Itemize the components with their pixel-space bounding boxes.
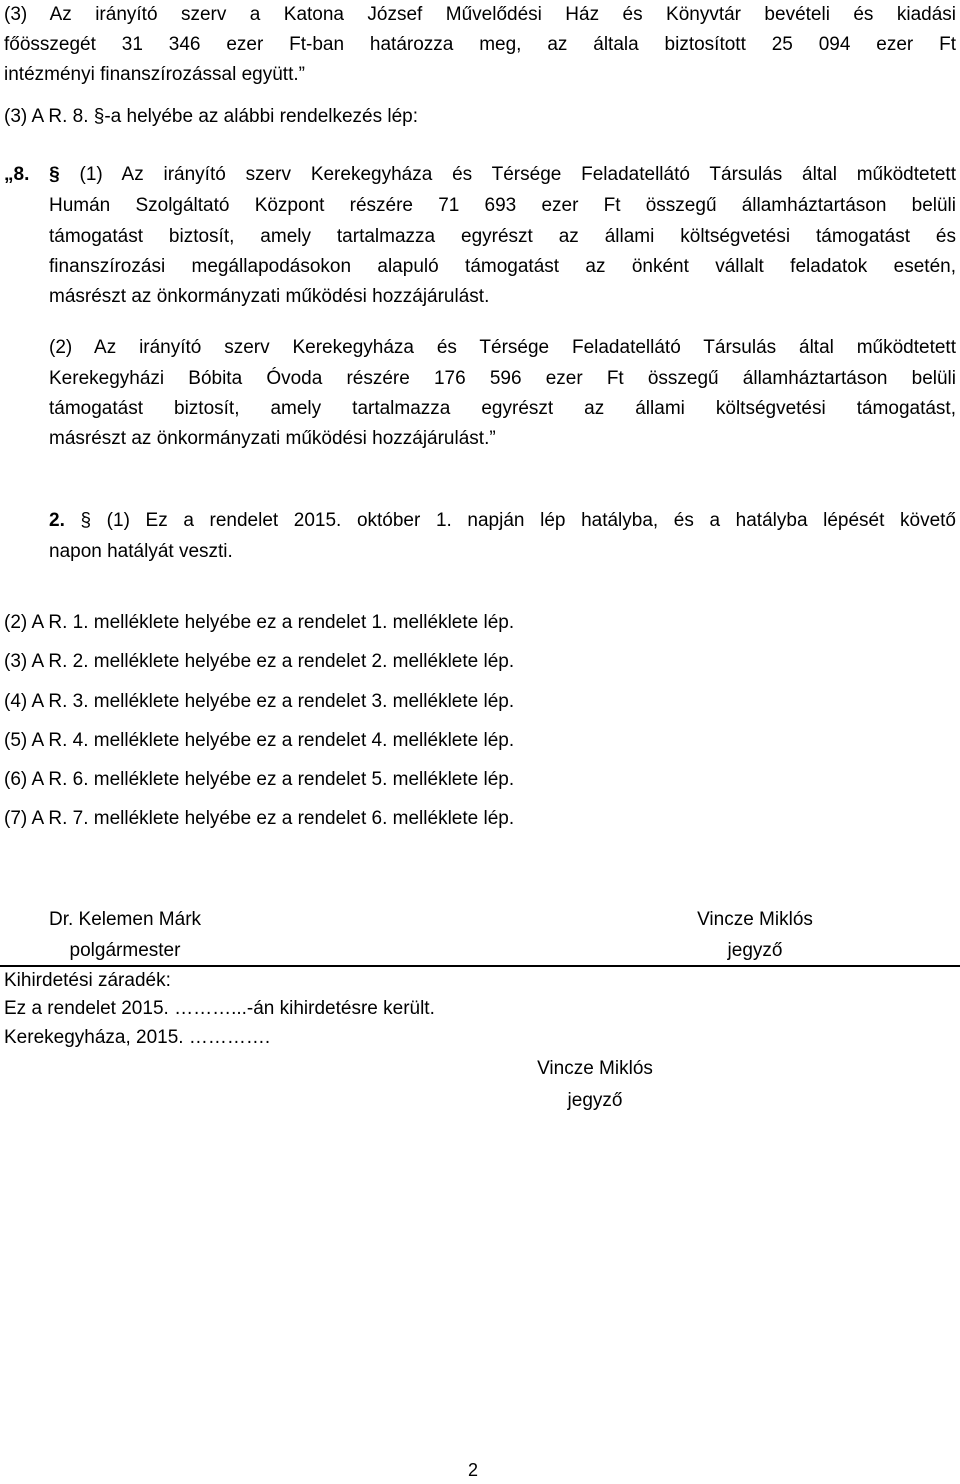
text-line: (2) Az irányító szerv Kerekegyháza és Térsége Feladatellátó Társulás által működtetett — [49, 337, 956, 358]
text-line: Humán Szolgáltató Központ részére 71 693 ezer Ft összegű államháztartáson belüli — [49, 195, 956, 216]
list-item: (7) A R. 7. melléklete helyébe ez a rendelet 6. melléklete lép. — [4, 808, 515, 829]
promulgation-notary-name: Vincze Miklós — [537, 1058, 653, 1079]
list-item: (6) A R. 6. melléklete helyébe ez a rendelet 5. melléklete lép. — [4, 769, 515, 790]
text-line: főösszegét 31 346 ezer Ft-ban határozza meg, az általa biztosított 25 094 ezer Ft — [4, 34, 956, 55]
list-item: (4) A R. 3. melléklete helyébe ez a rendelet 3. melléklete lép. — [4, 691, 515, 712]
notary-title: jegyző — [727, 940, 783, 961]
section-8-heading: „8. § — [4, 164, 60, 185]
text-line: támogatást biztosít, amely tartalmazza egyrészt az állami költségvetési támogatást és — [49, 226, 956, 247]
text-line — [49, 506, 956, 536]
section-2-number: 2. — [49, 510, 65, 531]
mayor-title: polgármester — [69, 940, 181, 961]
promulgation-heading: Kihirdetési záradék: — [4, 970, 171, 991]
text-line: finanszírozási megállapodásokon alapuló támogatást az önként vállalt feladatok esetén, — [49, 256, 956, 277]
text-line: intézményi finanszírozással együtt.” — [4, 64, 305, 85]
section-8-first-line: (1) Az irányító szerv Kerekegyháza és Térsége Feladatellátó Társulás által működtetett — [59, 164, 956, 185]
text-line: támogatást biztosít, amely tartalmazza egyrészt az állami költségvetési támogatást, — [49, 398, 956, 419]
promulgation-notary-title: jegyző — [567, 1090, 623, 1111]
replace-clause: (3) A R. 8. §-a helyébe az alábbi rendelkezés lép: — [4, 106, 419, 127]
promulgation-place: Kerekegyháza, 2015. …………. — [4, 1027, 271, 1048]
list-item: (3) A R. 2. melléklete helyébe ez a rendelet 2. melléklete lép. — [4, 651, 515, 672]
list-item: (5) A R. 4. melléklete helyébe ez a rendelet 4. melléklete lép. — [4, 730, 515, 751]
text-line: másrészt az önkormányzati működési hozzájárulást.” — [49, 428, 496, 449]
section-2-first-line: (1) Ez a rendelet 2015. október 1. napján lép hatályba, és a hatályba lépését követő — [91, 510, 956, 531]
notary-name: Vincze Miklós — [697, 909, 813, 930]
text-line: Kerekegyházi Bóbita Óvoda részére 176 596 ezer Ft összegű államháztartáson belüli — [49, 368, 956, 389]
section-symbol: § — [80, 510, 92, 531]
text-line: napon hatályát veszti. — [49, 541, 233, 562]
text-line: (3) Az irányító szerv a Katona József Művelődési Ház és Könyvtár bevételi és kiadási — [4, 4, 956, 25]
text-line: másrészt az önkormányzati működési hozzájárulást. — [49, 286, 490, 307]
list-item: (2) A R. 1. melléklete helyébe ez a rendelet 1. melléklete lép. — [4, 612, 515, 633]
text-line — [4, 160, 956, 190]
page-number: 2 — [468, 1460, 479, 1480]
mayor-name: Dr. Kelemen Márk — [48, 909, 202, 930]
promulgation-date: Ez a rendelet 2015. ………...-án kihirdetésre került. — [4, 998, 435, 1019]
